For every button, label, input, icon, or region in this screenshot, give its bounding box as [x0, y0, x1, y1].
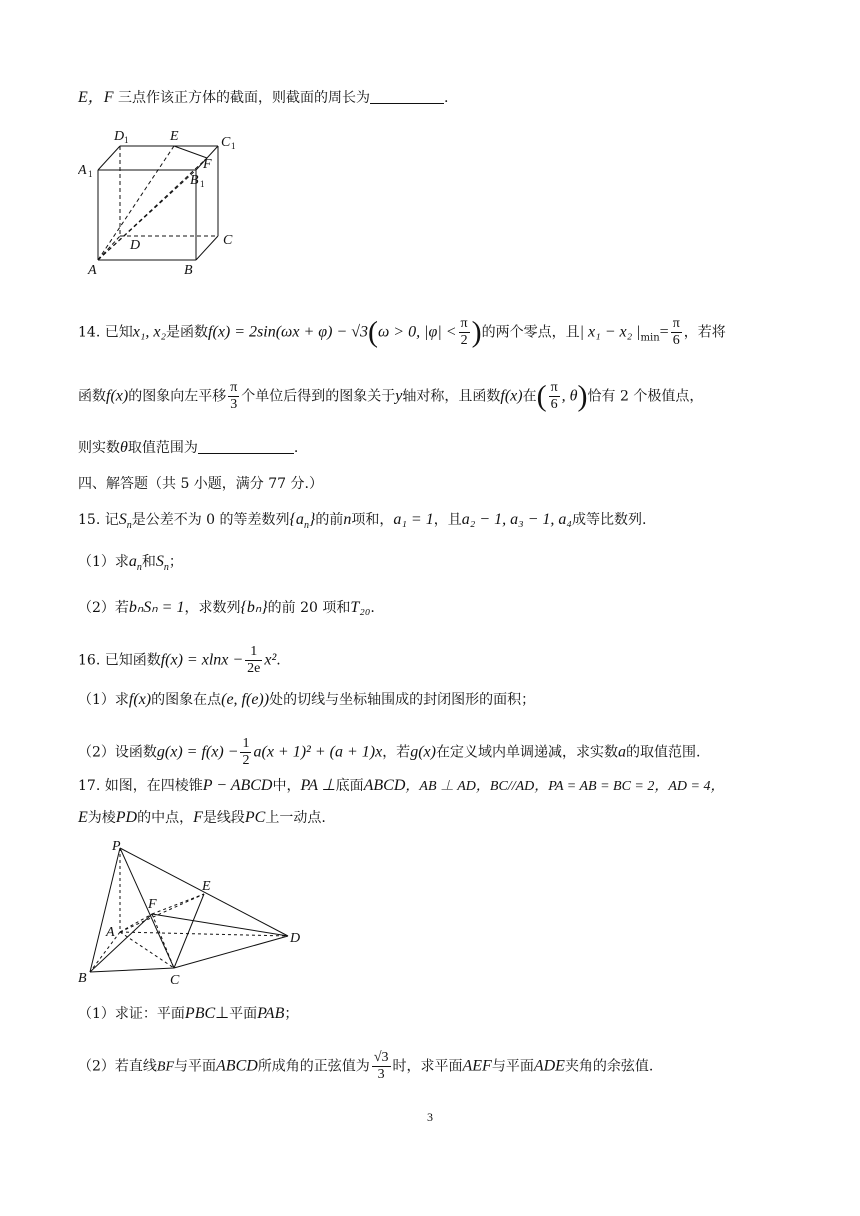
q17-ade: ADE — [533, 1057, 565, 1075]
q14-pi: π — [460, 316, 468, 331]
q17-perp: ⊥ — [215, 1005, 230, 1022]
pyramid-figure — [76, 836, 316, 992]
q16-gx: g(x) — [410, 743, 436, 761]
q17-number: 17. — [78, 778, 101, 794]
q14-l3a: 则实数 — [78, 440, 120, 456]
q15-t2: 是公差不为 0 的等差数列 — [131, 512, 290, 528]
q17-abcd-2: ABCD — [216, 1057, 258, 1075]
q14-l2c: 个单位后得到的图象关于 — [241, 388, 396, 405]
q14-l2b: 的图象向左平移 — [128, 388, 227, 405]
q15-p1-sn-sub: n — [163, 561, 169, 573]
q15-sn: S — [118, 511, 127, 528]
q17-aef: AEF — [462, 1057, 492, 1075]
q17-pyramid: P − ABCD — [202, 777, 273, 794]
pyr-label-e: E — [202, 879, 211, 894]
q16-p2c: 在定义域内单调递减，求实数 — [435, 744, 618, 761]
q16-func-a: f(x) = xlnx − — [160, 651, 244, 669]
q16-twoe: 2e — [247, 661, 261, 676]
q13-tail — [78, 88, 448, 108]
q14-fx: f(x) — [106, 387, 129, 405]
q15-a1: a₁ = 1 — [393, 511, 434, 528]
label-a1: A — [78, 163, 87, 178]
q17-line2 — [78, 808, 326, 828]
q15-p2a: （2）若 — [78, 600, 129, 616]
q16-g-two: 2 — [242, 753, 250, 768]
q15-seq: a₂ − 1, a₃ − 1, a₄ — [461, 511, 572, 528]
q15-cond: bₙSₙ = 1 — [128, 599, 185, 616]
q16-g-a: g(x) = f(x) − — [156, 743, 239, 761]
pyr-label-c: C — [170, 973, 180, 988]
q17-pbc: PBC — [184, 1005, 216, 1022]
q14-line3 — [78, 438, 298, 458]
q16-g-one: 1 — [242, 736, 250, 751]
q15-bn: {bₙ} — [240, 599, 268, 616]
pyr-label-f: F — [148, 897, 157, 912]
q13-text: 三点作该正方体的截面，则截面的周长为 — [113, 90, 371, 106]
q17-p2f: 夹角的余弦值. — [564, 1058, 654, 1075]
label-e: E — [170, 129, 179, 144]
q17-p2b: 与平面 — [174, 1058, 217, 1075]
q15-p1a: （1）求 — [78, 554, 129, 570]
q14-t2: 是函数 — [166, 324, 209, 341]
label-b1-sub: 1 — [200, 179, 205, 189]
q17-p1c: ； — [284, 1006, 299, 1022]
q14-l2a: 函数 — [78, 388, 106, 405]
q14-pi-3: π — [230, 380, 238, 395]
label-d: D — [130, 238, 141, 253]
label-a1-sub: 1 — [88, 169, 93, 179]
pyr-label-a: A — [106, 925, 115, 940]
q15-an-close: } — [308, 511, 316, 528]
cube-figure — [78, 126, 248, 278]
q15-sn-sub: n — [126, 519, 132, 531]
q16-one: 1 — [245, 644, 262, 661]
q15-p2c: 的前 20 项和 — [267, 600, 351, 616]
q17-abcd: ABCD — [363, 777, 406, 794]
q16-p1c: 处的切线与坐标轴围成的封闭图形的面积； — [269, 692, 536, 708]
label-a: A — [88, 263, 97, 278]
q17-c2: ，AB ⊥ AD，BC//AD，PA = AB = BC = 2，AD = 4， — [405, 779, 725, 794]
q17-pd: PD — [115, 809, 138, 826]
q15-number: 15. — [78, 512, 101, 528]
q15-part2 — [78, 598, 375, 618]
q17-t1: 如图，在四棱锥 — [104, 778, 203, 794]
q17-bf: BF — [156, 1059, 175, 1075]
q14-theta: θ — [120, 439, 128, 456]
q17-l2b: 为棱 — [87, 810, 116, 826]
q14-end: . — [293, 440, 299, 456]
label-c: C — [223, 233, 233, 248]
q13-points: E，F — [78, 89, 114, 106]
q14-t4: ，若将 — [683, 324, 726, 341]
label-d1: D — [114, 129, 125, 144]
q17-p2d: 时，求平面 — [392, 1058, 463, 1075]
q14-min: min — [640, 332, 660, 344]
pyr-label-b: B — [78, 971, 87, 986]
q15-t5: ，且 — [433, 512, 462, 528]
q17-p1a: （1）求证：平面 — [78, 1006, 185, 1022]
q16-point: (e, f(e)) — [221, 691, 270, 708]
q14-eq: = — [659, 323, 669, 341]
q17-l2c: 的中点， — [137, 810, 194, 826]
q16-t1: 已知函数 — [104, 652, 161, 669]
q17-p2a: （2）若直线 — [78, 1058, 157, 1075]
q14-pi-2: π — [672, 316, 680, 331]
q17-t2: 中， — [272, 778, 301, 794]
q14-function: f(x) = 2sin(ωx + φ) − √3 — [208, 323, 368, 341]
q14-l2f: 恰有 2 个极值点， — [587, 388, 704, 405]
q15-p1b: 和 — [141, 554, 156, 570]
q16-fx: f(x) — [128, 691, 152, 708]
q13-answer-blank — [370, 89, 444, 104]
q15-t1: 记 — [104, 512, 119, 528]
q15-t6: 成等比数列. — [571, 512, 647, 528]
q14-l2d: 轴对称，且函数 — [402, 388, 501, 405]
q14-fx-2: f(x) — [500, 387, 523, 405]
q13-end: . — [444, 90, 449, 106]
q17-part1 — [78, 1004, 298, 1024]
q17-t3: 底面 — [335, 778, 364, 794]
q15-p2b: ，求数列 — [184, 600, 241, 616]
q16-func-b: x² — [264, 651, 277, 669]
q15-p1c: ； — [168, 554, 183, 570]
q14-three: 3 — [230, 397, 238, 412]
pyr-label-d: D — [290, 931, 301, 946]
q15-n: n — [343, 511, 352, 528]
q14-number: 14. — [78, 324, 101, 341]
q17-l2d: 是线段 — [202, 810, 245, 826]
q14-l2e: 在 — [522, 388, 537, 405]
q16-p2d: 的取值范围. — [625, 744, 701, 761]
q14-line1: 14. 已知x₁, x₂是函数f(x) = 2sin(ωx + φ) − √3(ω > 0, |φ| < $\frac{\pi}{2}$ )的两个零点，且| x₁ − x₂ $|_{min}=$ $\frac{\pi}{6}$ ，若将 — [78, 315, 726, 349]
q14-t1: 已知 — [104, 324, 133, 341]
q17-f: F — [193, 809, 203, 826]
q15-p1-sn: S — [155, 553, 164, 570]
q14-l3b: 取值范围为 — [127, 440, 198, 456]
q17-three: 3 — [377, 1067, 385, 1082]
q15-t3: 的前 — [315, 512, 344, 528]
q16-part2 — [78, 736, 700, 769]
q16-g-b: a(x + 1)² + (a + 1)x — [253, 743, 383, 761]
label-c1: C — [221, 135, 231, 150]
q14-line2: 函数f(x)的图象向左平移 $\frac{\pi}{3}$ 个单位后得到的图象关于y轴对称，且函数f(x)在( $\frac{\pi}{6}$ , θ)恰有 2 个极值点， — [78, 379, 704, 413]
q14-t3: 的两个零点，且 — [481, 324, 580, 341]
q14-pi-4: π — [550, 380, 558, 395]
q15-t4: 项和， — [351, 512, 394, 528]
page-number: 3 — [427, 1110, 433, 1124]
q16-line1 — [78, 644, 281, 677]
q14-theta-interval: , θ — [561, 387, 578, 405]
q15-p1-an-sub: n — [136, 561, 142, 573]
q14-y: y — [395, 387, 403, 405]
q16-p2a: （2）设函数 — [78, 744, 157, 761]
q17-l2e: 上一动点. — [265, 810, 326, 826]
q16-end: . — [276, 652, 281, 669]
q17-pc: PC — [244, 809, 266, 826]
section-heading: 四、解答题（共 5 小题，满分 77 分.） — [78, 476, 323, 492]
q15-an-sub: n — [303, 519, 309, 531]
label-d1-sub: 1 — [124, 135, 129, 145]
q14-x1x2: x₁, x₂ — [132, 323, 167, 341]
q15-p2d: . — [370, 600, 375, 616]
q15-t20: T₂₀ — [350, 599, 371, 616]
q16-p1b: 的图象在点 — [151, 692, 222, 708]
label-c1-sub: 1 — [231, 141, 236, 151]
q17-sqrt3: √3 — [373, 1050, 389, 1065]
q16-part1 — [78, 690, 535, 710]
q14-answer-blank — [198, 439, 294, 454]
q15-part1: （1）求$a_n$和$S_n$； — [78, 553, 183, 573]
q16-p2b: ，若 — [382, 744, 411, 761]
pyr-label-p: P — [112, 839, 121, 854]
q14-two: 2 — [460, 333, 468, 348]
q16-a: a — [617, 743, 626, 761]
q16-number: 16. — [78, 652, 101, 669]
q17-p1b: 平面 — [229, 1006, 258, 1022]
q14-six: 6 — [672, 333, 680, 348]
q17-p2e: 与平面 — [491, 1058, 534, 1075]
q14-absdiff: | x₁ − x₂ | — [579, 323, 641, 341]
q17-c1: PA ⊥ — [300, 777, 336, 794]
label-f: F — [203, 157, 212, 172]
q14-condition: ω > 0, |φ| < — [378, 323, 457, 341]
q17-line1 — [78, 776, 725, 797]
q17-e: E — [78, 809, 88, 826]
q15-line1 — [78, 510, 646, 536]
label-b1: B — [190, 173, 199, 188]
q14-six-2: 6 — [550, 397, 558, 412]
q17-pab: PAB — [257, 1005, 285, 1022]
q16-p1a: （1）求 — [78, 692, 129, 708]
label-b: B — [184, 263, 193, 278]
q17-p2c: 所成角的正弦值为 — [257, 1058, 370, 1075]
q17-part2 — [78, 1050, 653, 1083]
q15-an: {a — [289, 511, 304, 528]
